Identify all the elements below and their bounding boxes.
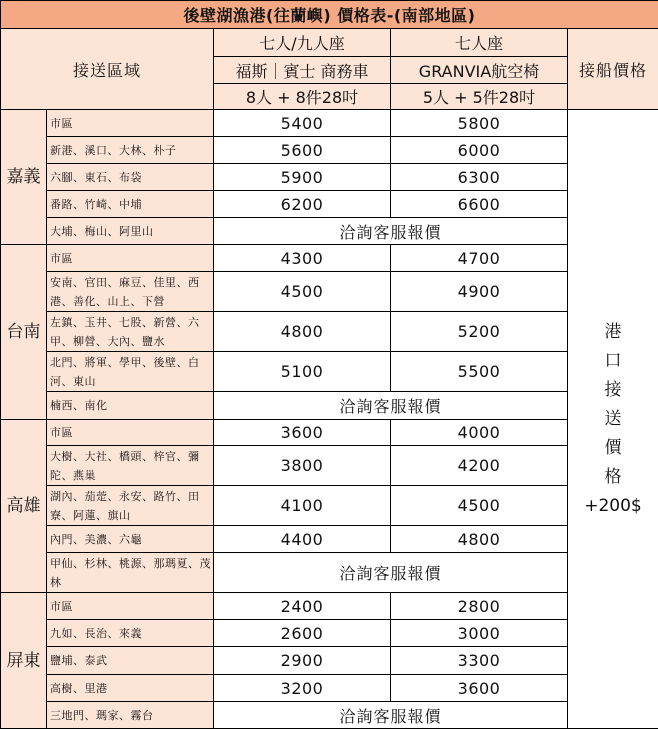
vehicle-b-model: GRANVIA航空椅 (391, 57, 568, 84)
table-row (1, 392, 658, 420)
table-row (1, 553, 658, 593)
vehicle-b-seats: 七人座 (391, 29, 568, 57)
price-vehicle-b: 3600 (391, 675, 568, 702)
port-note-char: 送 (604, 408, 622, 429)
area-label: 九如、長治、來義 (47, 620, 214, 647)
price-vehicle-b: 3300 (391, 647, 568, 675)
price-vehicle-a: 4300 (214, 245, 391, 272)
table-row (1, 272, 658, 312)
price-vehicle-a: 5900 (214, 164, 391, 191)
price-vehicle-b: 4800 (391, 526, 568, 553)
area-label: 甲仙、杉林、桃源、那瑪夏、茂林 (47, 553, 214, 593)
price-vehicle-a: 5600 (214, 137, 391, 164)
table-row (1, 420, 658, 446)
port-note-char: 口 (604, 350, 622, 371)
area-label: 番路、竹崎、中埔 (47, 191, 214, 218)
area-label: 市區 (47, 420, 214, 446)
table-row (1, 486, 658, 526)
city-label: 嘉義 (1, 110, 47, 245)
port-note-char: 價 (604, 437, 622, 458)
table-row (1, 593, 658, 620)
price-vehicle-a: 3600 (214, 420, 391, 446)
table-row (1, 702, 658, 729)
price-vehicle-a: 3200 (214, 675, 391, 702)
port-pickup-note (568, 110, 658, 729)
price-vehicle-a: 2400 (214, 593, 391, 620)
quote-cell: 洽詢客服報價 (214, 702, 568, 729)
quote-cell: 洽詢客服報價 (214, 392, 568, 420)
table-row (1, 446, 658, 486)
port-note-amount: +200$ (584, 495, 642, 516)
price-vehicle-b: 4900 (391, 272, 568, 312)
price-vehicle-a: 4800 (214, 312, 391, 352)
area-label: 三地門、瑪家、霧台 (47, 702, 214, 729)
price-vehicle-b: 6300 (391, 164, 568, 191)
table-row (1, 352, 658, 392)
price-vehicle-a: 2600 (214, 620, 391, 647)
table-row (1, 647, 658, 675)
area-label: 湖內、茄萣、永安、路竹、田寮、阿蓮、旗山 (47, 486, 214, 526)
vehicle-a-seats: 七人/九人座 (214, 29, 391, 57)
table-row (1, 312, 658, 352)
price-vehicle-a: 2900 (214, 647, 391, 675)
price-vehicle-b: 6000 (391, 137, 568, 164)
area-label: 鹽埔、泰武 (47, 647, 214, 675)
city-label: 屏東 (1, 593, 47, 729)
table-row (1, 137, 658, 164)
boat-price-header: 接船價格 (568, 29, 658, 110)
price-vehicle-a: 3800 (214, 446, 391, 486)
area-label: 高樹、里港 (47, 675, 214, 702)
city-label: 高雄 (1, 420, 47, 593)
price-vehicle-b: 3000 (391, 620, 568, 647)
price-vehicle-b: 2800 (391, 593, 568, 620)
vehicle-b-capacity: 5人 + 5件28吋 (391, 84, 568, 110)
price-vehicle-a: 6200 (214, 191, 391, 218)
table-row (1, 191, 658, 218)
table-row (1, 245, 658, 272)
port-note-char: 格 (604, 466, 622, 487)
area-label: 內門、美濃、六龜 (47, 526, 214, 553)
area-label: 新港、溪口、大林、朴子 (47, 137, 214, 164)
price-vehicle-a: 4400 (214, 526, 391, 553)
area-label: 大樹、大社、橋頭、梓官、彌陀、燕巢 (47, 446, 214, 486)
area-label: 市區 (47, 245, 214, 272)
table-row (1, 218, 658, 245)
price-vehicle-a: 5400 (214, 110, 391, 137)
price-vehicle-b: 4200 (391, 446, 568, 486)
price-vehicle-a: 4500 (214, 272, 391, 312)
area-label: 大埔、梅山、阿里山 (47, 218, 214, 245)
area-label: 六腳、東石、布袋 (47, 164, 214, 191)
table-row (1, 110, 658, 137)
table-title: 後壁湖漁港(往蘭嶼) 價格表-(南部地區) (1, 1, 658, 29)
price-vehicle-b: 4000 (391, 420, 568, 446)
area-header: 接送區域 (1, 29, 214, 110)
price-vehicle-a: 4100 (214, 486, 391, 526)
city-label: 台南 (1, 245, 47, 420)
quote-cell: 洽詢客服報價 (214, 218, 568, 245)
table-row (1, 164, 658, 191)
area-label: 安南、官田、麻豆、佳里、西港、善化、山上、下營 (47, 272, 214, 312)
price-vehicle-b: 5500 (391, 352, 568, 392)
price-vehicle-b: 5200 (391, 312, 568, 352)
table-row (1, 526, 658, 553)
port-note-char: 港 (604, 321, 622, 342)
area-label: 左鎮、玉井、七股、新營、六甲、柳營、大內、鹽水 (47, 312, 214, 352)
area-label: 北門、將軍、學甲、後壁、白河、東山 (47, 352, 214, 392)
area-label: 楠西、南化 (47, 392, 214, 420)
table-row (1, 620, 658, 647)
price-vehicle-a: 5100 (214, 352, 391, 392)
vehicle-a-model: 福斯｜賓士 商務車 (214, 57, 391, 84)
port-note-char: 接 (604, 379, 622, 400)
quote-cell: 洽詢客服報價 (214, 553, 568, 593)
price-vehicle-b: 4500 (391, 486, 568, 526)
price-vehicle-b: 6600 (391, 191, 568, 218)
price-vehicle-b: 4700 (391, 245, 568, 272)
price-vehicle-b: 5800 (391, 110, 568, 137)
vehicle-a-capacity: 8人 + 8件28吋 (214, 84, 391, 110)
area-label: 市區 (47, 593, 214, 620)
table-row (1, 675, 658, 702)
area-label: 市區 (47, 110, 214, 137)
